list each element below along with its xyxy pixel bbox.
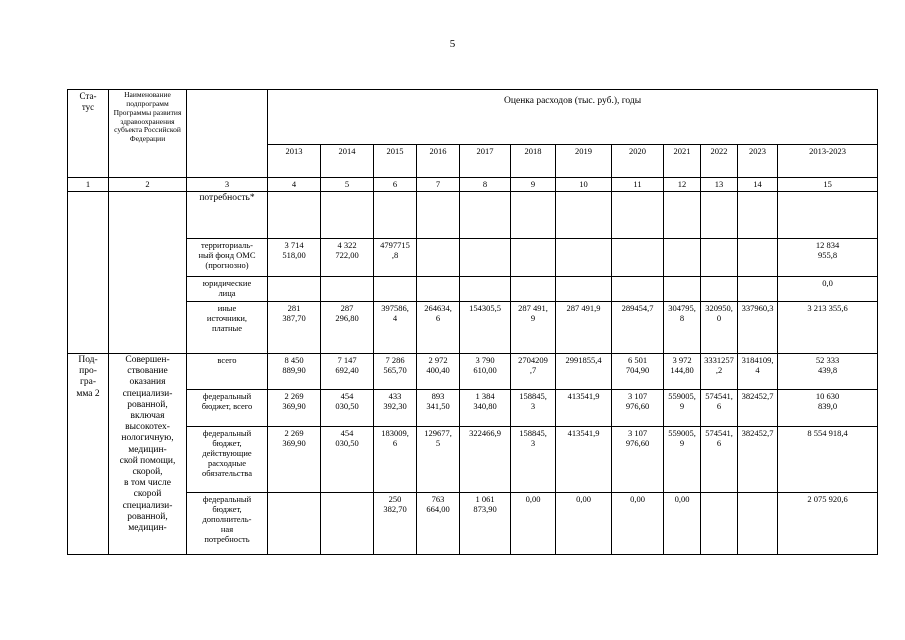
column-number: 6 xyxy=(374,178,417,192)
value-cell: 52 333 439,8 xyxy=(778,354,878,390)
year-header: 2021 xyxy=(664,145,701,178)
value-cell xyxy=(321,192,374,239)
value-cell: 3 107 976,60 xyxy=(612,427,664,493)
column-number: 11 xyxy=(612,178,664,192)
column-number: 7 xyxy=(417,178,460,192)
value-cell: 454 030,50 xyxy=(321,390,374,427)
value-cell: 7 286 565,70 xyxy=(374,354,417,390)
value-cell xyxy=(268,493,321,555)
value-cell: 322466,9 xyxy=(460,427,511,493)
value-cell: 413541,9 xyxy=(556,390,612,427)
value-cell: 158845, 3 xyxy=(511,390,556,427)
year-header: 2022 xyxy=(701,145,738,178)
year-header: 2020 xyxy=(612,145,664,178)
value-cell: 3 213 355,6 xyxy=(778,302,878,354)
value-cell xyxy=(778,192,878,239)
table-row xyxy=(68,354,878,390)
value-cell: 304795, 8 xyxy=(664,302,701,354)
value-cell: 559005, 9 xyxy=(664,427,701,493)
value-cell: 158845, 3 xyxy=(511,427,556,493)
source-header xyxy=(187,90,268,178)
year-header: 2013 xyxy=(268,145,321,178)
value-cell: 2991855,4 xyxy=(556,354,612,390)
value-cell: 0,00 xyxy=(664,493,701,555)
value-cell xyxy=(417,239,460,277)
column-number: 4 xyxy=(268,178,321,192)
value-cell: 893 341,50 xyxy=(417,390,460,427)
table-row xyxy=(68,277,878,302)
value-cell: 10 630 839,0 xyxy=(778,390,878,427)
value-cell: 8 450 889,90 xyxy=(268,354,321,390)
value-cell xyxy=(612,239,664,277)
value-cell: 3 790 610,00 xyxy=(460,354,511,390)
value-cell xyxy=(556,277,612,302)
value-cell xyxy=(738,239,778,277)
value-cell: 264634, 6 xyxy=(417,302,460,354)
value-cell: 289454,7 xyxy=(612,302,664,354)
status-cell-empty xyxy=(68,192,109,354)
funding-source-label: территориаль- ный фонд ОМС (прогнозно) xyxy=(187,239,268,277)
value-cell: 763 664,00 xyxy=(417,493,460,555)
estimate-title: Оценка расходов (тыс. руб.), годы xyxy=(268,90,878,145)
value-cell xyxy=(701,277,738,302)
column-number: 15 xyxy=(778,178,878,192)
value-cell xyxy=(664,239,701,277)
year-header: 2019 xyxy=(556,145,612,178)
subprogram-name-header: Наименование подпрограмм Программы развития здравоохранения субъекта Российской Федерации xyxy=(109,90,187,178)
year-header: 2018 xyxy=(511,145,556,178)
value-cell: 1 061 873,90 xyxy=(460,493,511,555)
value-cell: 382452,7 xyxy=(738,390,778,427)
column-number: 2 xyxy=(109,178,187,192)
value-cell xyxy=(417,192,460,239)
value-cell xyxy=(321,493,374,555)
value-cell xyxy=(556,239,612,277)
column-number: 5 xyxy=(321,178,374,192)
value-cell: 337960,3 xyxy=(738,302,778,354)
value-cell xyxy=(321,277,374,302)
value-cell: 433 392,30 xyxy=(374,390,417,427)
value-cell xyxy=(664,192,701,239)
value-cell xyxy=(701,239,738,277)
value-cell: 4797715 ,8 xyxy=(374,239,417,277)
value-cell xyxy=(511,192,556,239)
year-header: 2013-2023 xyxy=(778,145,878,178)
name-cell-empty xyxy=(109,192,187,354)
value-cell: 382452,7 xyxy=(738,427,778,493)
value-cell: 287 491, 9 xyxy=(511,302,556,354)
funding-source-label: федеральный бюджет, действующие расходные обязательства xyxy=(187,427,268,493)
value-cell: 281 387,70 xyxy=(268,302,321,354)
value-cell xyxy=(417,277,460,302)
value-cell xyxy=(268,277,321,302)
budget-table xyxy=(67,89,878,555)
table-row xyxy=(68,390,878,427)
table-row xyxy=(68,493,878,555)
year-header: 2017 xyxy=(460,145,511,178)
value-cell xyxy=(511,277,556,302)
value-cell xyxy=(374,277,417,302)
subprogram-name: Совершен- ствование оказания специализи- рованной, включая высокотех- нологичную, медицин- ской помощи, скорой, в том числе скорой специализи- рованной, медицин- xyxy=(109,354,187,555)
value-cell: 2 269 369,90 xyxy=(268,390,321,427)
value-cell: 559005, 9 xyxy=(664,390,701,427)
value-cell: 2 075 920,6 xyxy=(778,493,878,555)
table-row xyxy=(68,427,878,493)
value-cell: 574541, 6 xyxy=(701,390,738,427)
column-number: 10 xyxy=(556,178,612,192)
table-row xyxy=(68,239,878,277)
value-cell: 2704209 ,7 xyxy=(511,354,556,390)
value-cell xyxy=(701,493,738,555)
value-cell xyxy=(738,277,778,302)
table-row xyxy=(68,192,878,239)
value-cell xyxy=(612,277,664,302)
column-number: 13 xyxy=(701,178,738,192)
year-header: 2014 xyxy=(321,145,374,178)
value-cell xyxy=(738,192,778,239)
value-cell: 1 384 340,80 xyxy=(460,390,511,427)
value-cell: 4 322 722,00 xyxy=(321,239,374,277)
value-cell xyxy=(460,277,511,302)
value-cell: 8 554 918,4 xyxy=(778,427,878,493)
value-cell: 3 972 144,80 xyxy=(664,354,701,390)
value-cell xyxy=(701,192,738,239)
subprogram-status: Под- про- гра- мма 2 xyxy=(68,354,109,555)
value-cell: 183009, 6 xyxy=(374,427,417,493)
year-header: 2016 xyxy=(417,145,460,178)
funding-source-label: потребность* xyxy=(187,192,268,239)
value-cell: 3331257 ,2 xyxy=(701,354,738,390)
column-number: 12 xyxy=(664,178,701,192)
funding-source-label: федеральный бюджет, всего xyxy=(187,390,268,427)
page-number: 5 xyxy=(449,38,456,50)
value-cell: 454 030,50 xyxy=(321,427,374,493)
column-number: 9 xyxy=(511,178,556,192)
value-cell: 287 296,80 xyxy=(321,302,374,354)
column-number: 3 xyxy=(187,178,268,192)
funding-source-label: всего xyxy=(187,354,268,390)
value-cell xyxy=(460,192,511,239)
value-cell xyxy=(612,192,664,239)
value-cell xyxy=(511,239,556,277)
value-cell: 397586, 4 xyxy=(374,302,417,354)
value-cell: 2 269 369,90 xyxy=(268,427,321,493)
value-cell: 3 107 976,60 xyxy=(612,390,664,427)
value-cell: 0,00 xyxy=(511,493,556,555)
value-cell xyxy=(738,493,778,555)
value-cell xyxy=(664,277,701,302)
value-cell: 129677, 5 xyxy=(417,427,460,493)
column-number: 8 xyxy=(460,178,511,192)
table-row xyxy=(68,302,878,354)
status-header: Ста- тус xyxy=(68,90,109,178)
value-cell xyxy=(374,192,417,239)
column-number: 14 xyxy=(738,178,778,192)
value-cell: 0,00 xyxy=(556,493,612,555)
funding-source-label: федеральный бюджет, дополнитель- ная потребность xyxy=(187,493,268,555)
funding-source-label: юридические лица xyxy=(187,277,268,302)
value-cell: 320950, 0 xyxy=(701,302,738,354)
value-cell: 3184109,4 xyxy=(738,354,778,390)
value-cell: 287 491,9 xyxy=(556,302,612,354)
value-cell: 12 834 955,8 xyxy=(778,239,878,277)
value-cell: 6 501 704,90 xyxy=(612,354,664,390)
column-number: 1 xyxy=(68,178,109,192)
funding-source-label: иные источники, платные xyxy=(187,302,268,354)
value-cell xyxy=(268,192,321,239)
value-cell: 2 972 400,40 xyxy=(417,354,460,390)
value-cell: 3 714 518,00 xyxy=(268,239,321,277)
year-header: 2023 xyxy=(738,145,778,178)
value-cell: 0,0 xyxy=(778,277,878,302)
value-cell xyxy=(460,239,511,277)
year-header: 2015 xyxy=(374,145,417,178)
value-cell: 7 147 692,40 xyxy=(321,354,374,390)
value-cell xyxy=(556,192,612,239)
value-cell: 0,00 xyxy=(612,493,664,555)
value-cell: 250 382,70 xyxy=(374,493,417,555)
value-cell: 413541,9 xyxy=(556,427,612,493)
value-cell: 574541, 6 xyxy=(701,427,738,493)
value-cell: 154305,5 xyxy=(460,302,511,354)
